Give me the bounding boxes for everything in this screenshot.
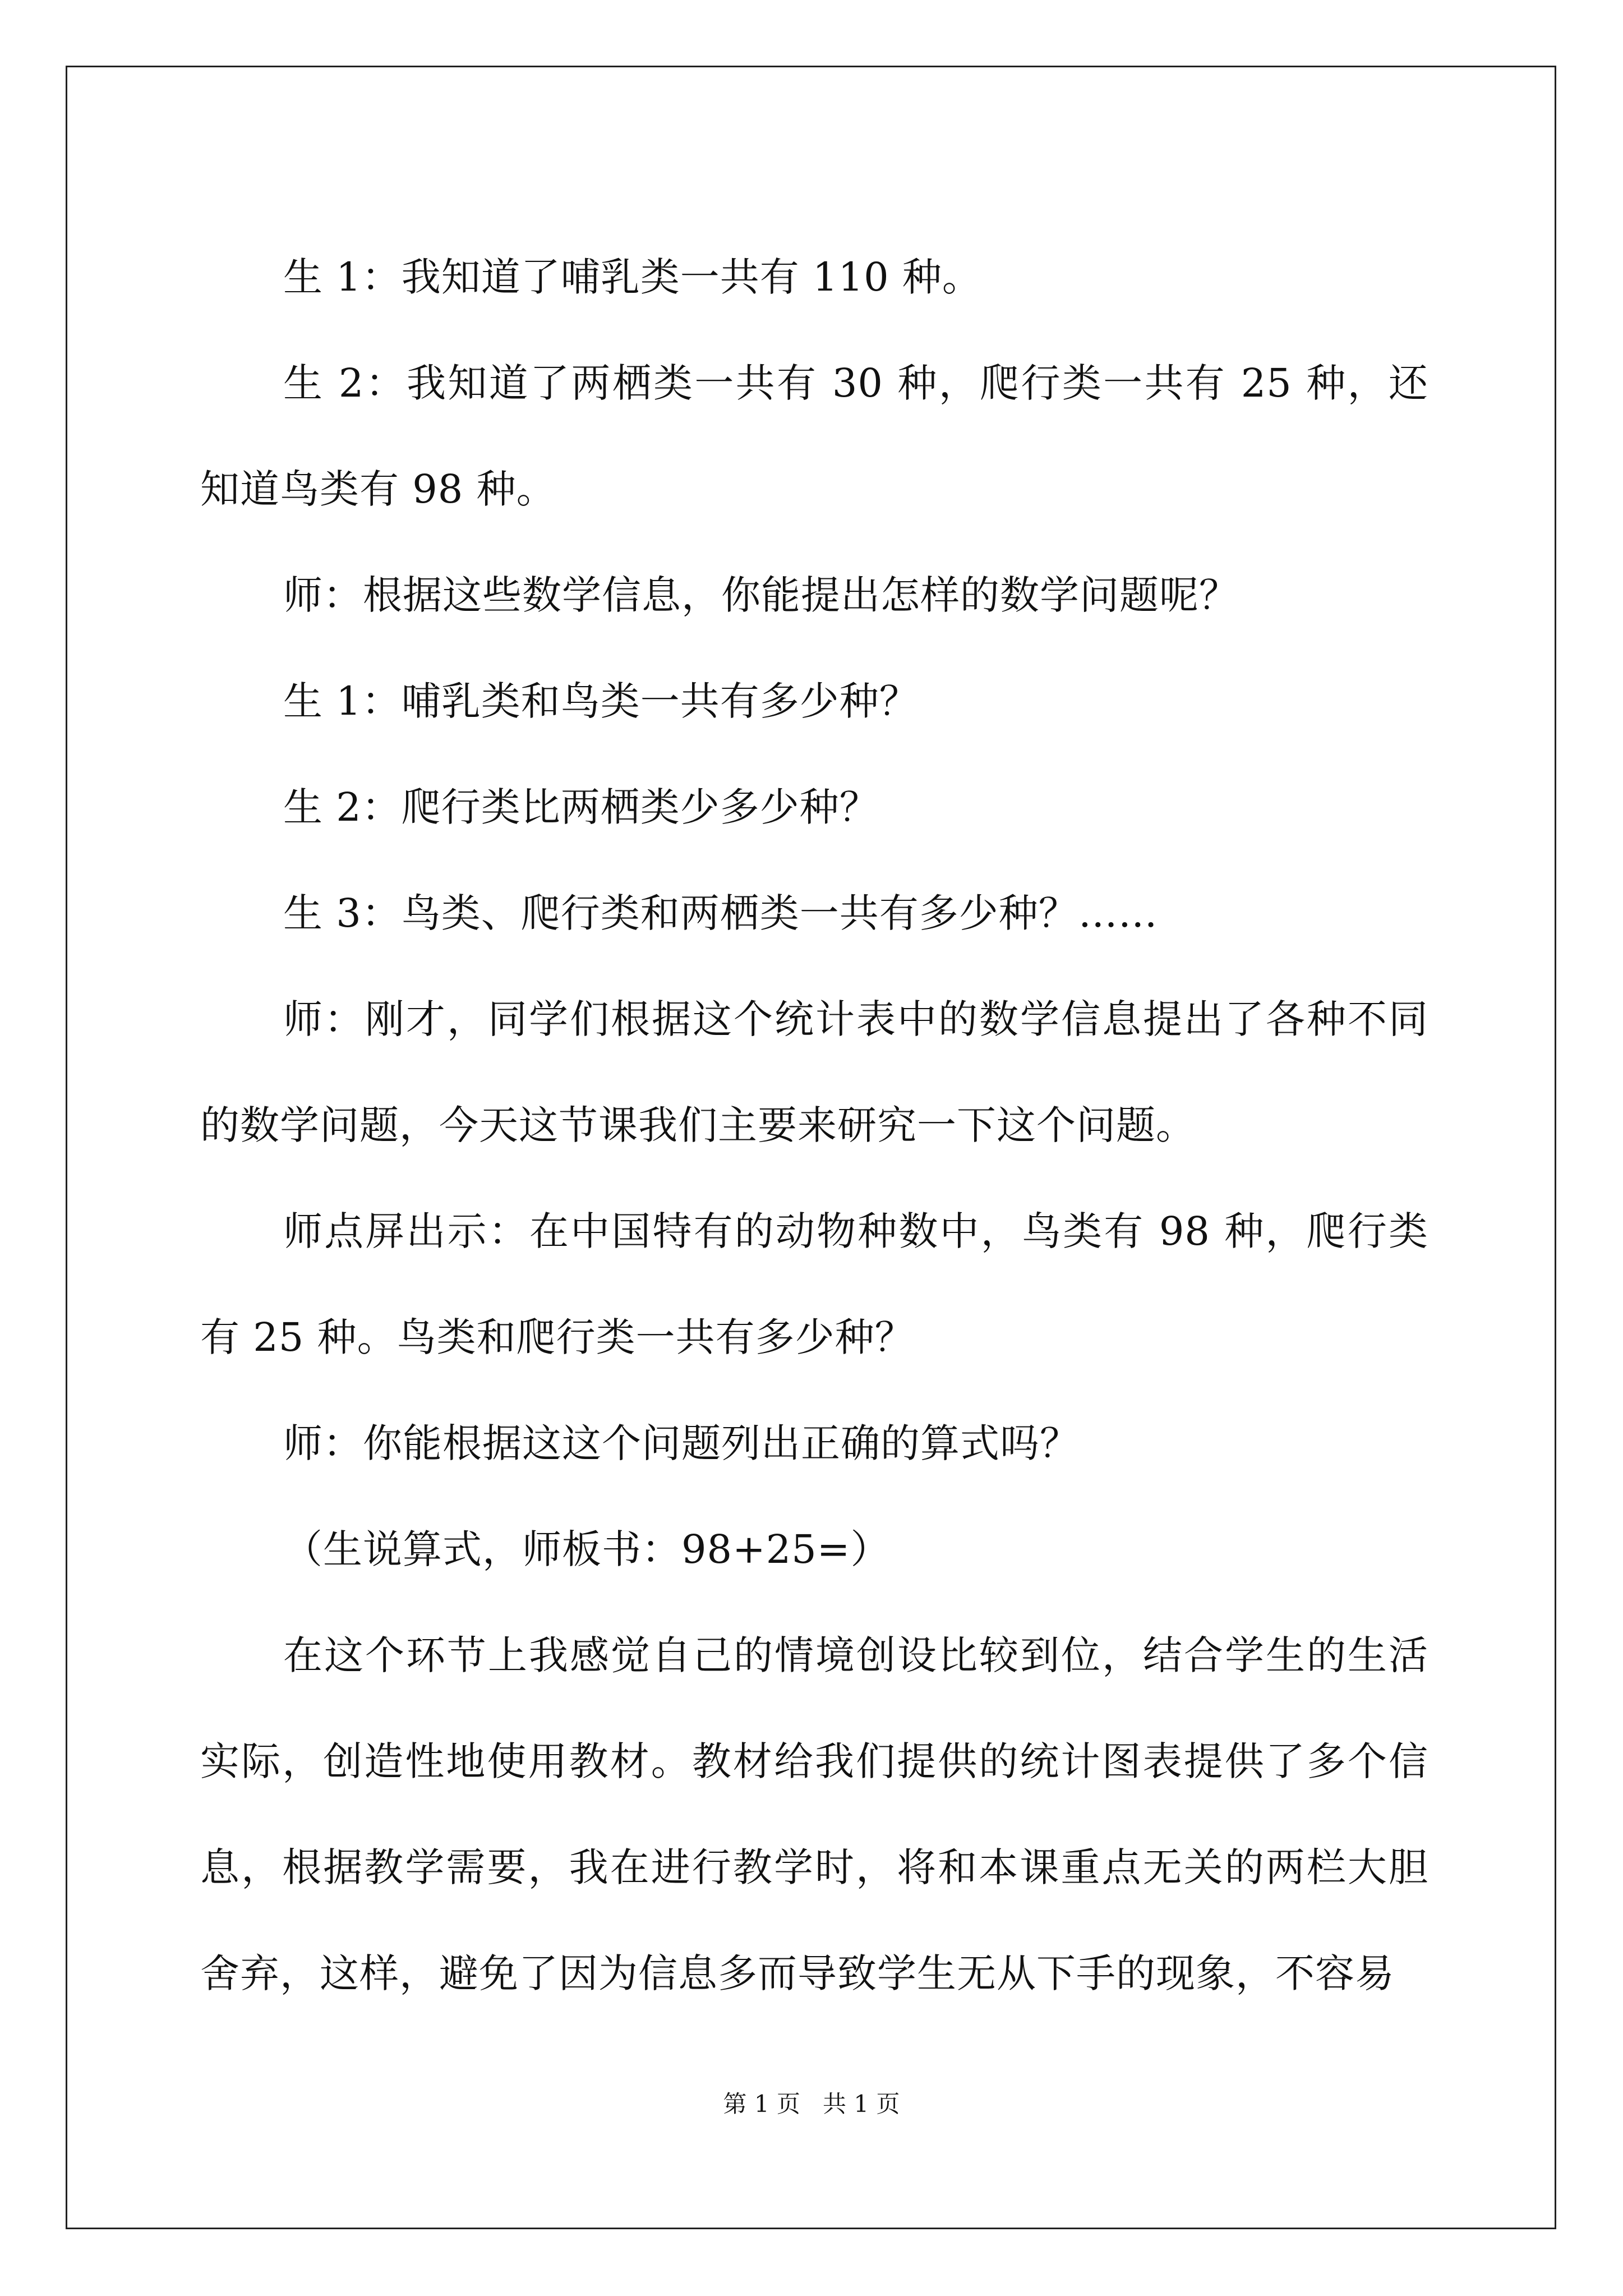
- paragraph: 在这个环节上我感觉自己的情境创设比较到位，结合学生的生活实际，创造性地使用教材。教材给我们提供的统计图表提供了多个信息，根据教学需要，我在进行教学时，将和本课重点无关的两栏大胆舍弃，这样，避免了因为信息多而导致学生无从下手的现象，不容易: [200, 1632, 1428, 1996]
- paragraph: 师：你能根据这这个问题列出正确的算式吗？: [283, 1420, 1080, 1466]
- paragraph: 生 2：爬行类比两栖类少多少种？: [283, 784, 879, 830]
- paragraph: 生 3：鸟类、爬行类和两栖类一共有多少种？……: [283, 890, 1158, 936]
- paragraph: 师：根据这些数学信息，你能提出怎样的数学问题呢？: [283, 572, 1239, 618]
- paragraph: 生 2：我知道了两栖类一共有 30 种，爬行类一共有 25 种，还知道鸟类有 98 种。: [200, 360, 1428, 512]
- paragraph: 生 1：哺乳类和鸟类一共有多少种？: [283, 678, 919, 724]
- paragraph: （生说算式，师板书：98+25=）: [283, 1526, 891, 1572]
- page-number-footer: 第 1 页 共 1 页: [723, 2090, 900, 2118]
- paragraph: 生 1：我知道了哺乳类一共有 110 种。: [283, 254, 982, 300]
- paragraph: 师：刚才，同学们根据这个统计表中的数学信息提出了各种不同的数学问题，今天这节课我们主要来研究一下这个问题。: [200, 996, 1428, 1148]
- paragraph: 师点屏出示：在中国特有的动物种数中，鸟类有 98 种，爬行类有 25 种。鸟类和爬行类一共有多少种？: [200, 1208, 1428, 1360]
- document-body: [200, 224, 1428, 2027]
